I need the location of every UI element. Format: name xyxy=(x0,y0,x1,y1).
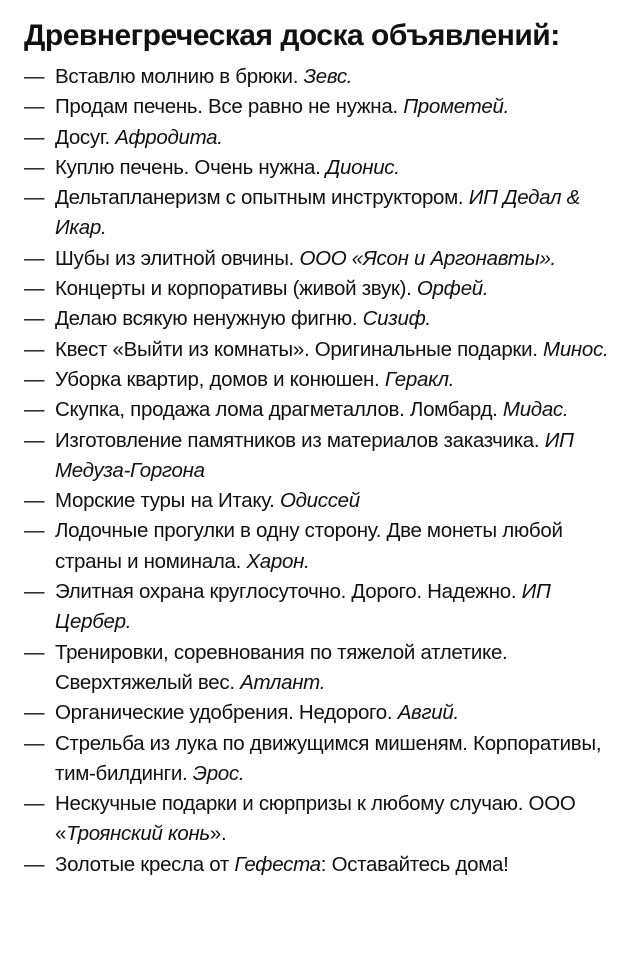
ad-list xyxy=(24,62,619,880)
dash-bullet: — xyxy=(24,125,45,149)
dash-bullet: — xyxy=(24,428,45,452)
dash-bullet: — xyxy=(24,65,45,88)
dash-bullet: — xyxy=(24,337,45,361)
list-item xyxy=(24,850,619,880)
ad-text: Изготовление памятников из материалов заказчика. xyxy=(55,428,540,452)
dash-bullet: — xyxy=(24,246,45,270)
ad-signature: ИП Дедал & Икар. xyxy=(55,186,581,240)
list-item xyxy=(24,62,619,92)
dash-bullet: — xyxy=(24,580,45,604)
dash-bullet: — xyxy=(24,701,45,725)
dash-bullet: — xyxy=(24,367,45,391)
ad-signature: Орфей. xyxy=(416,277,489,301)
ad-text: Досуг. xyxy=(55,125,110,149)
ad-text: Уборка квартир, домов и конюшен. xyxy=(55,367,380,391)
ad-text: Шубы из элитной овчины. xyxy=(55,246,295,270)
dash-bullet: — xyxy=(24,852,45,876)
ad-signature: Афродита. xyxy=(115,125,223,149)
ad-suffix: : Оставайтесь дома! xyxy=(320,852,509,876)
dash-bullet: — xyxy=(24,307,45,331)
ad-signature: Эрос. xyxy=(192,761,245,785)
dash-bullet: — xyxy=(24,489,45,513)
ad-text: Концерты и корпоративы (живой звук). xyxy=(55,277,412,301)
dash-bullet: — xyxy=(24,277,45,301)
list-item xyxy=(24,92,619,122)
dash-bullet: — xyxy=(24,186,45,210)
ad-signature: Одиссей xyxy=(279,489,360,513)
ad-text: Скупка, продажа лома драгметаллов. Ломбард. xyxy=(55,398,498,422)
list-item xyxy=(24,153,619,183)
ad-text: Тренировки, соревнования по тяжелой атлетике. Сверхтяжелый вес. xyxy=(55,640,508,694)
ad-signature: Атлант. xyxy=(240,670,326,694)
ad-text: Продам печень. Все равно не нужна. xyxy=(55,95,398,119)
list-item xyxy=(24,698,619,728)
dash-bullet: — xyxy=(24,398,45,422)
dash-bullet: — xyxy=(24,640,45,664)
ad-signature: Минос. xyxy=(543,337,609,361)
list-item xyxy=(24,729,619,790)
ad-signature: Сизиф. xyxy=(362,307,431,331)
dash-bullet: — xyxy=(24,95,45,119)
list-item xyxy=(24,335,619,365)
ad-suffix: ». xyxy=(209,822,227,846)
ad-signature: ООО «Ясон и Аргонавты». xyxy=(299,246,556,270)
list-item xyxy=(24,274,619,304)
list-item xyxy=(24,244,619,274)
list-item xyxy=(24,123,619,153)
ad-signature: ИП Медуза-Горгона xyxy=(55,428,574,482)
ad-text: Лодочные прогулки в одну сторону. Две монеты любой страны и номинала. xyxy=(55,519,563,573)
ad-text: Нескучные подарки и сюрпризы к любому случаю. ООО « xyxy=(55,792,576,846)
ad-signature: Геракл. xyxy=(384,367,455,391)
dash-bullet: — xyxy=(24,731,45,755)
ad-text: Куплю печень. Очень нужна. xyxy=(55,155,321,179)
ad-signature: Харон. xyxy=(246,549,310,573)
list-item xyxy=(24,516,619,577)
ad-text: Стрельба из лука по движущимся мишеням. Корпоративы, тим-билдинги. xyxy=(55,731,602,785)
list-item xyxy=(24,365,619,395)
ad-text: Дельтапланеризм с опытным инструктором. xyxy=(55,186,464,210)
ad-signature: Мидас. xyxy=(502,398,569,422)
list-item xyxy=(24,395,619,425)
list-item xyxy=(24,183,619,244)
ad-text: Золотые кресла от xyxy=(55,852,230,876)
list-item xyxy=(24,638,619,699)
ad-text: Морские туры на Итаку. xyxy=(55,489,275,513)
ad-signature: Дионис. xyxy=(325,155,400,179)
dash-bullet: — xyxy=(24,155,45,179)
ad-signature: ИП Цербер. xyxy=(55,580,551,634)
ad-signature: Прометей. xyxy=(403,95,509,119)
ad-signature: Зевс. xyxy=(303,65,353,88)
ad-signature: Авгий. xyxy=(397,701,459,725)
page-title: Древнегреческая доска объявлений: xyxy=(24,19,560,52)
ad-signature: Гефеста xyxy=(234,852,321,876)
ad-text: Квест «Выйти из комнаты». Оригинальные подарки. xyxy=(55,337,538,361)
dash-bullet: — xyxy=(24,519,45,543)
ad-text: Делаю всякую ненужную фигню. xyxy=(55,307,358,331)
list-item xyxy=(24,304,619,334)
list-item xyxy=(24,789,619,850)
ad-text: Вставлю молнию в брюки. xyxy=(55,65,299,88)
ad-text: Органические удобрения. Недорого. xyxy=(55,701,393,725)
ad-signature: Троянский конь xyxy=(66,822,210,846)
ad-text: Элитная охрана круглосуточно. Дорого. Надежно. xyxy=(55,580,517,604)
list-item xyxy=(24,426,619,487)
list-item xyxy=(24,486,619,516)
list-item xyxy=(24,577,619,638)
dash-bullet: — xyxy=(24,792,45,816)
